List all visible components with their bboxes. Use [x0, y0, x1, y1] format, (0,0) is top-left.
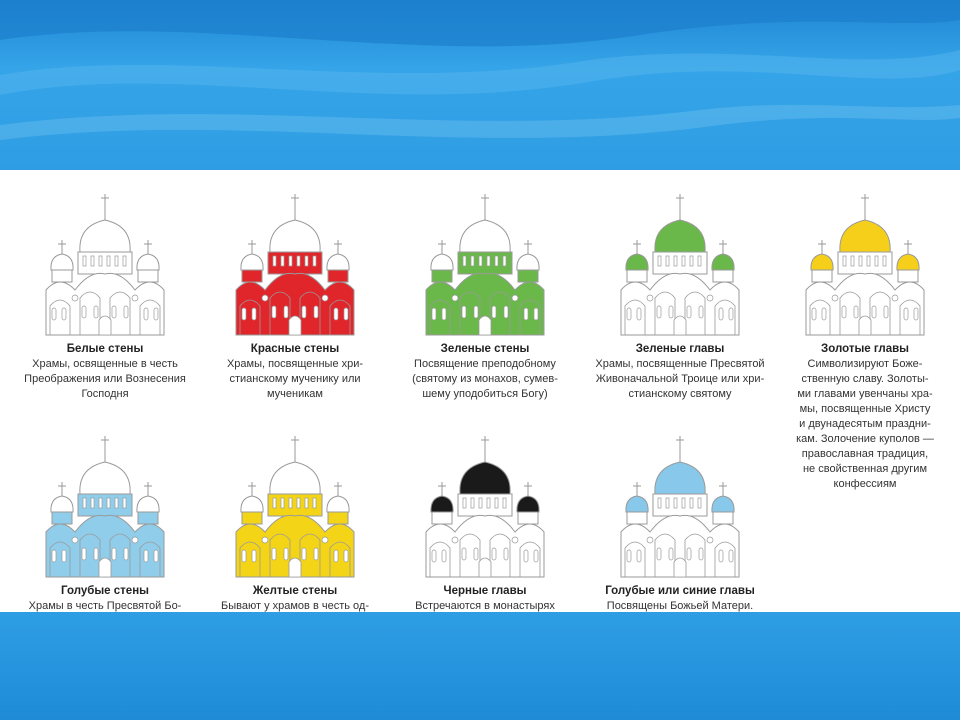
church-drawing	[615, 190, 745, 340]
church-card	[585, 190, 775, 401]
side-dome	[51, 496, 73, 512]
church-drawing	[800, 190, 930, 340]
card-description-line: Храмы в честь Пресвятой Бо-	[28, 600, 182, 612]
card-description-line: Живоначальной Троице или хри-	[595, 373, 765, 385]
content-panel	[0, 170, 960, 612]
side-dome	[431, 496, 453, 512]
card-description-line: Храмы, освященные в честь	[32, 358, 178, 370]
church-card	[585, 432, 775, 628]
side-dome	[517, 496, 539, 512]
card-description-line: мученикам	[267, 388, 323, 400]
card-description-line: Бывают у храмов в честь од-	[221, 600, 369, 612]
card-title: Голубые стены	[61, 585, 149, 597]
card-description-line: ми главами увенчаны хра-	[797, 388, 933, 400]
side-dome	[241, 254, 263, 270]
church-card	[770, 190, 960, 491]
card-title: Зеленые главы	[635, 343, 725, 355]
main-dome	[655, 220, 705, 252]
church-drawing	[420, 190, 550, 340]
card-title: Зеленые стены	[440, 343, 530, 355]
card-title: Черные главы	[443, 585, 527, 597]
card-description-line: (святому из монахов, сумев-	[412, 373, 558, 385]
church-drawing	[230, 190, 360, 340]
church-card	[10, 432, 200, 628]
church-drawing	[230, 432, 360, 582]
card-description-line: Храмы, посвященные Пресвятой	[595, 358, 765, 370]
church-card	[200, 190, 390, 401]
card-description-line: не свойственная другим	[802, 463, 928, 475]
card-title: Желтые стены	[252, 585, 338, 597]
side-dome	[712, 254, 734, 270]
card-description-line: шему уподобиться Богу)	[422, 388, 548, 400]
card-description-line: Посвящение преподобному	[414, 358, 556, 370]
slide-footer-background	[0, 612, 960, 720]
church-drawing	[420, 432, 550, 582]
card-description-line: конфессиям	[833, 478, 897, 490]
side-dome	[241, 496, 263, 512]
card-description-line: Преображения или Вознесения	[24, 373, 186, 385]
main-dome	[80, 462, 130, 494]
card-description-line: Посвящены Божьей Матери.	[606, 600, 754, 612]
side-dome	[327, 254, 349, 270]
main-dome	[270, 220, 320, 252]
side-dome	[626, 254, 648, 270]
church-drawing	[615, 432, 745, 582]
side-dome	[137, 254, 159, 270]
card-description-line: Храмы, посвященные хри-	[226, 358, 364, 370]
side-dome	[431, 254, 453, 270]
church-card	[10, 190, 200, 401]
church-drawing	[40, 190, 170, 340]
side-dome	[712, 496, 734, 512]
main-dome	[840, 220, 890, 252]
main-dome	[270, 462, 320, 494]
side-dome	[811, 254, 833, 270]
card-description-line: стианскому мученику или	[229, 373, 361, 385]
card-description-line: мы, посвященные Христу	[799, 403, 931, 415]
wave-decoration	[0, 0, 960, 170]
card-description-line: стианскому святому	[628, 388, 732, 400]
card-title: Голубые или синие главы	[605, 585, 755, 597]
main-dome	[460, 462, 510, 494]
church-card	[390, 432, 580, 628]
side-dome	[517, 254, 539, 270]
card-description-line: Господня	[81, 388, 129, 400]
main-dome	[80, 220, 130, 252]
side-dome	[626, 496, 648, 512]
card-description-line: Встречаются в монастырях	[415, 600, 555, 612]
card-description-line: ственную славу. Золоты-	[801, 373, 929, 385]
church-card	[200, 432, 390, 628]
side-dome	[137, 496, 159, 512]
card-description-line: и двунадесятым праздни-	[799, 418, 931, 430]
church-card	[390, 190, 580, 401]
side-dome	[51, 254, 73, 270]
card-description-line: Символизируют Боже-	[807, 358, 923, 370]
side-dome	[897, 254, 919, 270]
card-title: Белые стены	[66, 343, 144, 355]
card-description-line: кам. Золочение куполов —	[796, 433, 934, 445]
card-title: Золотые главы	[821, 343, 909, 355]
main-dome	[655, 462, 705, 494]
side-dome	[327, 496, 349, 512]
church-drawing	[40, 432, 170, 582]
slide-header-background	[0, 0, 960, 170]
card-description-line: православная традиция,	[801, 448, 929, 460]
card-title: Красные стены	[250, 343, 340, 355]
main-dome	[460, 220, 510, 252]
